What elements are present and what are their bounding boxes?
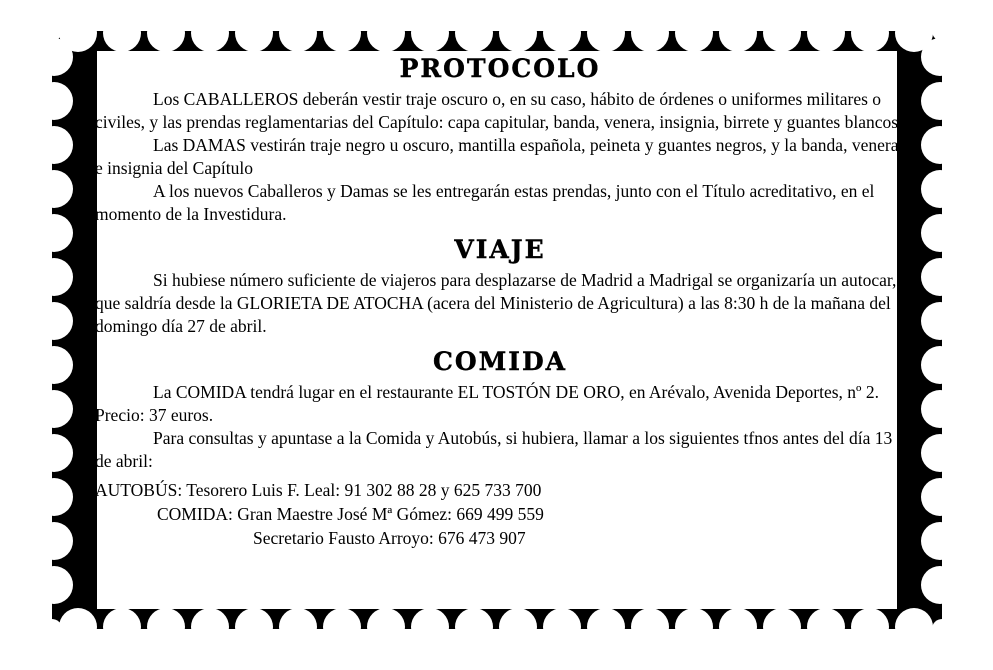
scallop-bump [323,608,361,646]
scallop-bump [763,14,801,52]
scallop-bump [411,608,449,646]
scallop-bump [35,170,73,208]
scallop-bump [921,38,959,76]
scallop-bump [543,608,581,646]
contact-line-secretario: Secretario Fausto Arroyo: 676 473 907 [253,528,526,549]
scallop-bump [807,14,845,52]
contact-line-autobus: AUTOBÚS: Tesorero Luis F. Leal: 91 302 88 28 y 625 733 700 [95,480,542,501]
section-title-comida: COMIDA [432,347,568,377]
scallop-bump [35,346,73,384]
scallop-bump [587,14,625,52]
scallop-bump [543,14,581,52]
scallop-bump [631,608,669,646]
scallop-bump [103,608,141,646]
scallop-bump [367,14,405,52]
scallop-bump [807,608,845,646]
scallop-bump [932,619,952,639]
scallop-bump [42,21,62,41]
protocolo-paragraph-3: A los nuevos Caballeros y Damas se les entregarán estas prendas, junto con el Título acreditativo, en el momento de la Investidura. [95,181,875,225]
scallop-bump [35,478,73,516]
scallop-bump [921,170,959,208]
scallop-bump [35,126,73,164]
scallop-bump [921,566,959,604]
scallop-bump [675,608,713,646]
scallop-bump [921,214,959,252]
scallop-bump [411,14,449,52]
scallop-bump [191,608,229,646]
scallop-bump [921,346,959,384]
scallop-bump [675,14,713,52]
protocolo-paragraph-2: Las DAMAS vestirán traje negro u oscuro, mantilla española, peineta y guantes negros, y la banda, venera e insignia del Capítulo [95,134,899,179]
scallop-bump [455,608,493,646]
scallop-bump [895,608,933,646]
scallop-bump [921,302,959,340]
document-content [95,55,905,610]
viaje-paragraph-1: Si hubiese número suficiente de viajeros para desplazarse de Madrid a Madrigal se organizaría un autocar, que saldría desde la GLORIETA DE ATOCHA (acera del Ministerio de Agricultura) a las 8:30 h de la mañana del domingo día 27 de abril. [95,270,897,337]
scallop-bump [147,14,185,52]
scallop-bump [235,14,273,52]
scallop-bump [763,608,801,646]
scallop-bump [719,14,757,52]
scallop-bump [455,14,493,52]
scallop-bump [147,608,185,646]
scallop-bump [932,21,952,41]
scallop-bump [35,390,73,428]
scallop-bump [921,258,959,296]
scallop-bump [921,478,959,516]
section-title-protocolo: PROTOCOLO [399,54,601,83]
scallop-bump [719,608,757,646]
scallop-bump [35,38,73,76]
scallop-bump [921,434,959,472]
scallop-bump [851,608,889,646]
scallop-bump [367,608,405,646]
scallop-bump [279,14,317,52]
comida-paragraph-2: Para consultas y apuntase a la Comida y Autobús, si hubiera, llamar a los siguientes tfnos antes del día 13 de abril: [95,428,893,472]
scallop-bump [35,522,73,560]
scallop-bump [323,14,361,52]
scallop-bump [587,608,625,646]
contact-line-comida: COMIDA: Gran Maestre José Mª Gómez: 669 499 559 [157,504,544,525]
scallop-bump [191,14,229,52]
scallop-bump [921,82,959,120]
scallop-bump [631,14,669,52]
scallop-bump [851,14,889,52]
scallop-bump [921,522,959,560]
scallop-bump [35,434,73,472]
scallop-bump [42,619,62,639]
scallop-bump [35,82,73,120]
scallop-bump [35,258,73,296]
scallop-bump [35,302,73,340]
section-title-viaje: VIAJE [454,235,546,265]
scallop-bump [103,14,141,52]
scallop-bump [235,608,273,646]
comida-paragraph-1: La COMIDA tendrá lugar en el restaurante EL TOSTÓN DE ORO, en Arévalo, Avenida Deportes, nº 2. Precio: 37 euros. [95,382,879,426]
scallop-bump [921,390,959,428]
scallop-bump [279,608,317,646]
scallop-bump [59,608,97,646]
scallop-bump [921,126,959,164]
scallop-bump [35,566,73,604]
scallop-bump [35,214,73,252]
scallop-bump [499,608,537,646]
protocolo-paragraph-1: Los CABALLEROS deberán vestir traje oscuro o, en su caso, hábito de órdenes o uniformes militares o civiles, y las prendas reglamentarias del Capítulo: capa capitular, banda, venera, insignia, birrete y guantes blancos. [95,88,903,132]
scallop-bump [499,14,537,52]
